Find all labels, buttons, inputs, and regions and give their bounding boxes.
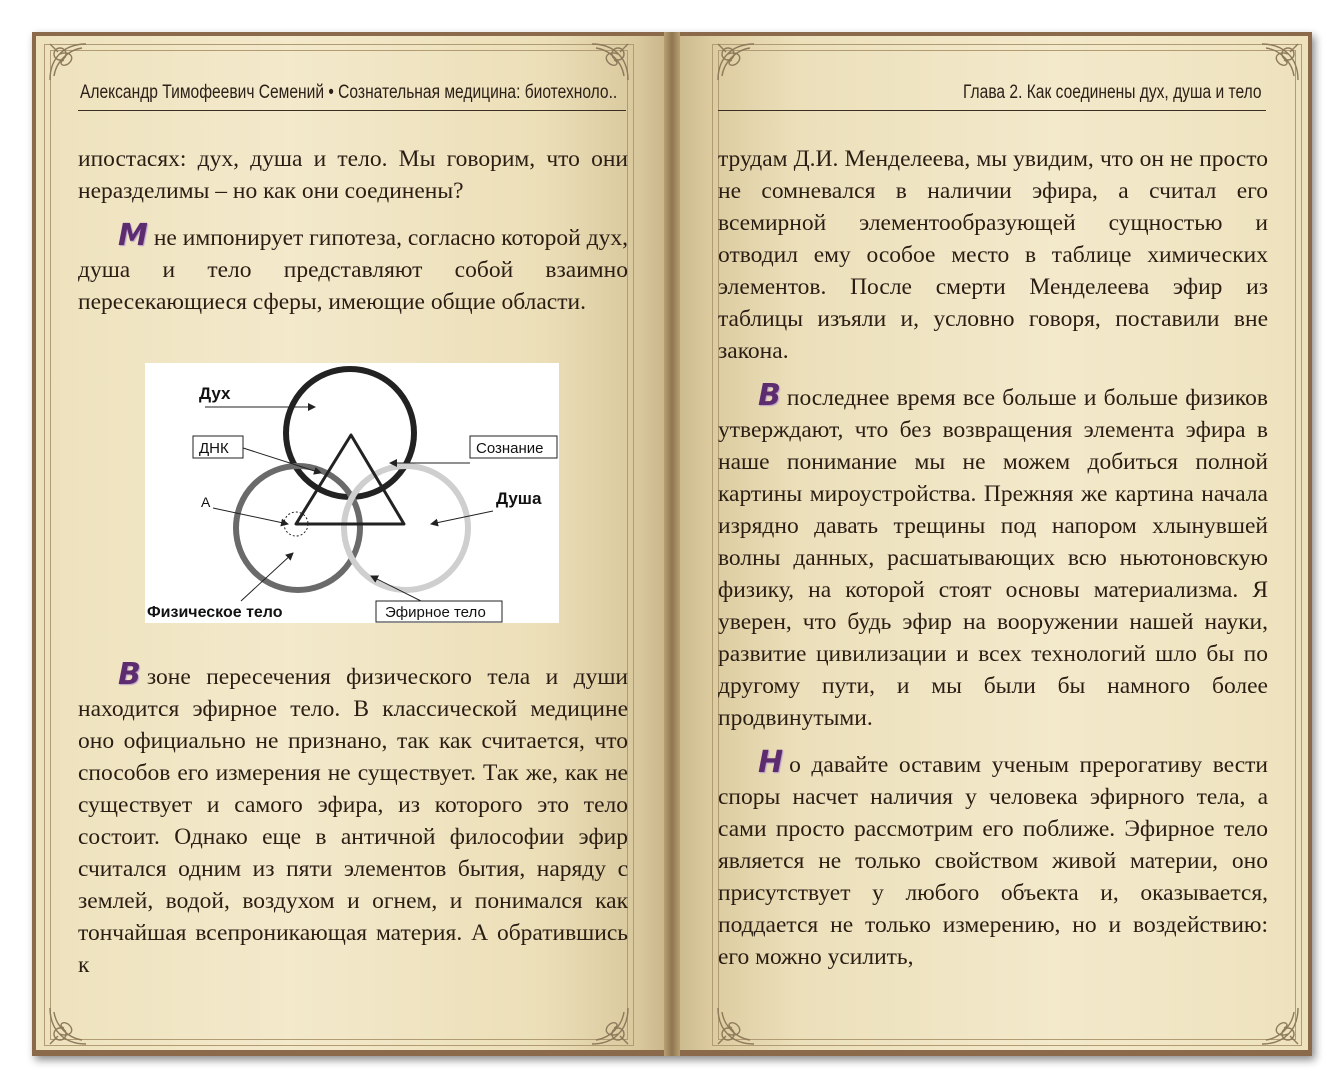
running-head-left: Александр Тимофеевич Семений • Сознательная медицина: биотехноло.. bbox=[80, 82, 618, 103]
ornament-corner-icon bbox=[714, 40, 760, 86]
ornament-corner-icon bbox=[586, 1002, 632, 1048]
drop-cap: В bbox=[118, 657, 141, 692]
paragraph bbox=[718, 380, 1268, 734]
paragraph bbox=[78, 220, 628, 318]
label-physical-body: Физическое тело bbox=[147, 604, 283, 621]
triangle bbox=[296, 435, 404, 524]
left-page-text-top bbox=[78, 143, 628, 331]
paragraph-text: не импонирует гипотеза, согласно которой дух, душа и тело представляют собой взаимно пересекающиеся сферы, имеющие общие области. bbox=[78, 225, 628, 315]
drop-cap: М bbox=[118, 218, 148, 253]
right-page-text bbox=[718, 143, 1268, 986]
ornament-corner-icon bbox=[714, 1002, 760, 1048]
spirit-circle bbox=[286, 369, 414, 497]
label-dna: ДНК bbox=[199, 440, 229, 457]
paragraph bbox=[718, 747, 1268, 973]
ornament-corner-icon bbox=[46, 1002, 92, 1048]
ornament-corner-icon bbox=[1256, 1002, 1302, 1048]
paragraph-text: о давайте оставим ученым прерогативу вести споры насчет наличия у человека эфирного тела, а сами просто рассмотрим его поближе. Эфирное тело является не только свойством живой материи, оно присутствует у любого объекта и, оказывается, поддается не только измерению, но и воздействию: его можно усилить, bbox=[718, 752, 1268, 970]
drop-cap: Н bbox=[758, 745, 784, 780]
ornament-corner-icon bbox=[46, 40, 92, 86]
paragraph: ипостасях: дух, душа и тело. Мы говорим, что они неразделимы – но как они соединены? bbox=[78, 146, 628, 204]
running-head-right: Глава 2. Как соединены дух, душа и тело bbox=[963, 82, 1262, 103]
paragraph bbox=[78, 659, 628, 981]
label-etheric-body: Эфирное тело bbox=[385, 604, 486, 621]
paragraph: трудам Д.И. Менделеева, мы увидим, что он не просто не сомневался в наличии эфира, а считал его всемирной элементообразующей сущностью и отводил ему особое место в таблице химических элементов. После смерти Менделеева эфир из таблицы изъяли и, условно говоря, поставили вне закона. bbox=[718, 146, 1268, 364]
book-spine bbox=[664, 32, 680, 1056]
spheres-diagram bbox=[145, 363, 559, 623]
header-rule-left bbox=[78, 110, 626, 111]
ornament-corner-icon bbox=[586, 40, 632, 86]
label-consciousness: Сознание bbox=[476, 440, 544, 457]
label-soul: Душа bbox=[496, 489, 542, 508]
paragraph-text: последнее время все больше и больше физиков утверждают, что без возвращения элемента эфира в наше понимание мы не можем добиться полной картины мироустройства. Прежняя же картина начала изрядно давать трещины под напором хлынувшей волны данных, расшатывающих всю ньютоновскую физику, на которой стоят основы материализма. Я уверен, что будь эфир на вооружении нашей науки, развитие цивилизации и всех технологий шло бы по другому пути, и мы были бы намного более продвинутыми. bbox=[718, 385, 1268, 731]
spheres-diagram-svg bbox=[145, 363, 559, 623]
left-page-text-bottom bbox=[78, 659, 628, 994]
label-spirit: Дух bbox=[199, 384, 231, 403]
label-a: А bbox=[201, 494, 211, 510]
paragraph-text: зоне пересечения физического тела и души находится эфирное тело. В классической медицине оно официально не признано, так как считается, что способов его измерения не существует. Так же, как не существует и самого эфира, из которого это тело состоит. Однако еще в античной философии эфир считался одним из пяти элементов бытия, наряду с землей, водой, воздухом и огнем, и понимался как тончайшая всепроникающая материя. А обратившись к bbox=[78, 664, 628, 978]
drop-cap: В bbox=[758, 378, 781, 413]
ornament-corner-icon bbox=[1256, 40, 1302, 86]
header-rule-right bbox=[718, 110, 1266, 111]
